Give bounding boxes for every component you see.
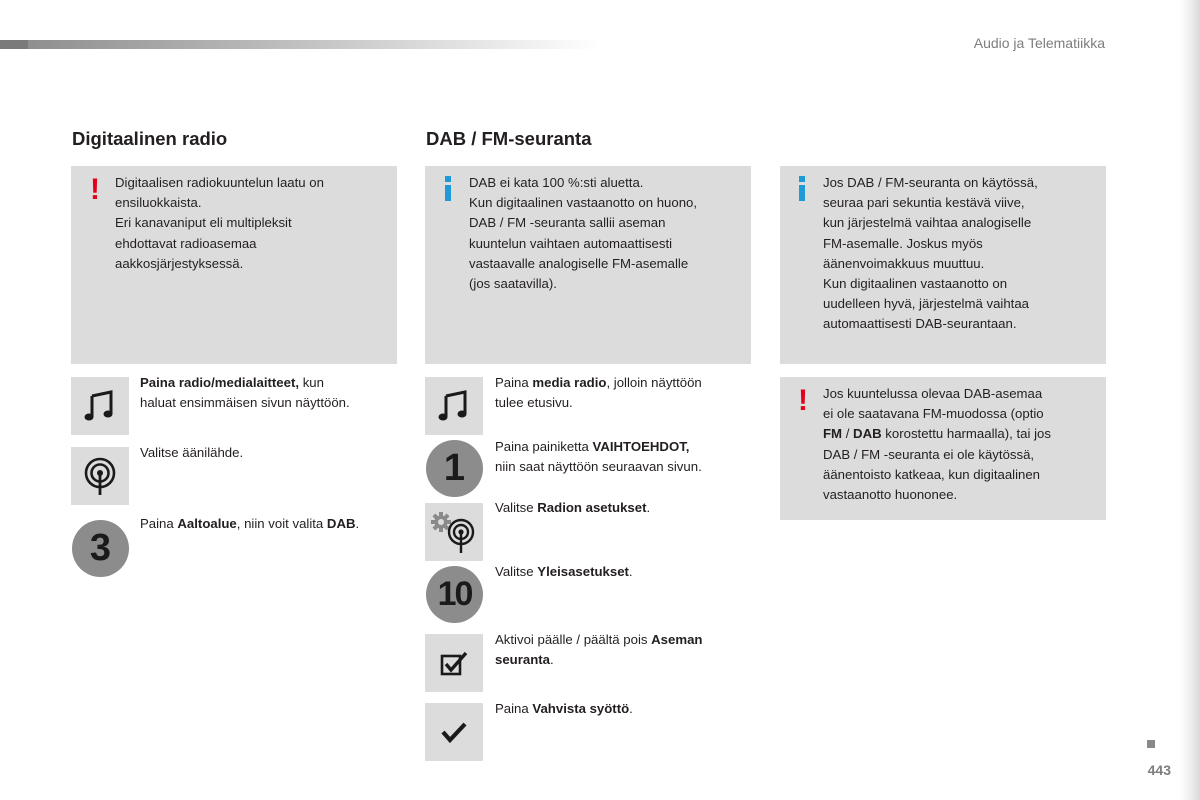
middle-step-5-text: Aktivoi päälle / päältä pois Aseman seuranta. xyxy=(495,632,703,668)
middle-step-6-text: Paina Vahvista syöttö. xyxy=(495,701,633,716)
checkmark-icon xyxy=(425,703,483,761)
middle-step-3-text: Valitse Radion asetukset. xyxy=(495,500,651,515)
step-number-1: 1 xyxy=(426,440,483,497)
page-marker xyxy=(1147,740,1155,748)
music-note-icon xyxy=(71,377,129,435)
left-step-2-text: Valitse äänilähde. xyxy=(140,445,244,460)
step-number-3: 3 xyxy=(72,520,129,577)
middle-info-text: DAB ei kata 100 %:sti aluetta. Kun digitaalinen vastaanotto on huono, DAB / FM -seuranta sallii aseman kuuntelun vaihtaen automaattisesti vastaavalle analogiselle FM-asemalle (jos saatavilla). xyxy=(469,175,698,292)
right-info-text: Jos DAB / FM-seuranta on käytössä, seuraa pari sekuntia kestävä viive, kun järjestelmä vaihtaa analogiselle FM-asemalle. Joskus myös äänenvoimakkuus muuttuu. Kun digitaalinen vastaanotto on uudelleen hyvä, järjestelmä vaihtaa automaattisesti DAB-seurantaan. xyxy=(823,175,1038,332)
page-number: 443 xyxy=(1147,762,1171,778)
radio-settings-icon xyxy=(425,503,483,561)
left-heading: Digitaalinen radio xyxy=(72,128,228,149)
info-icon xyxy=(799,176,805,201)
left-notice-text: Digitaalisen radiokuuntelun laatu on ensiluokkaista. Eri kanavaniput eli multipleksit ehdottavat radioasemaa aakkosjärjestyksessä. xyxy=(115,175,324,271)
header-bar xyxy=(0,40,600,49)
middle-step-4-text: Valitse Yleisasetukset. xyxy=(495,564,633,579)
page-edge-shadow xyxy=(1180,0,1200,800)
info-icon xyxy=(445,176,451,201)
warning-icon: ! xyxy=(798,384,808,417)
left-step-3-text: Paina Aaltoalue, niin voit valita DAB. xyxy=(140,516,360,531)
header-bar-accent xyxy=(0,40,28,49)
right-warning-text: Jos kuuntelussa olevaa DAB-asemaa ei ole saatavana FM-muodossa (optio FM / DAB korostettu harmaalla), tai jos DAB / FM -seuranta ei ole käytössä, äänentoisto katkeaa, kun digitaalinen vastaanotto huononee. xyxy=(823,386,1051,503)
music-note-icon xyxy=(425,377,483,435)
radio-antenna-icon xyxy=(71,447,129,505)
header-title: Audio ja Telematiikka xyxy=(973,35,1105,51)
warning-icon: ! xyxy=(90,173,100,206)
middle-heading: DAB / FM-seuranta xyxy=(426,128,592,149)
middle-step-1-text: Paina media radio, jolloin näyttöön tulee etusivu. xyxy=(495,375,702,411)
checkbox-icon xyxy=(425,634,483,692)
left-step-1-text: Paina radio/medialaitteet, kun haluat ensimmäisen sivun näyttöön. xyxy=(140,375,350,411)
middle-step-2-text: Paina painiketta VAIHTOEHDOT, niin saat näyttöön seuraavan sivun. xyxy=(495,439,702,475)
step-number-10: 10 xyxy=(426,566,483,623)
